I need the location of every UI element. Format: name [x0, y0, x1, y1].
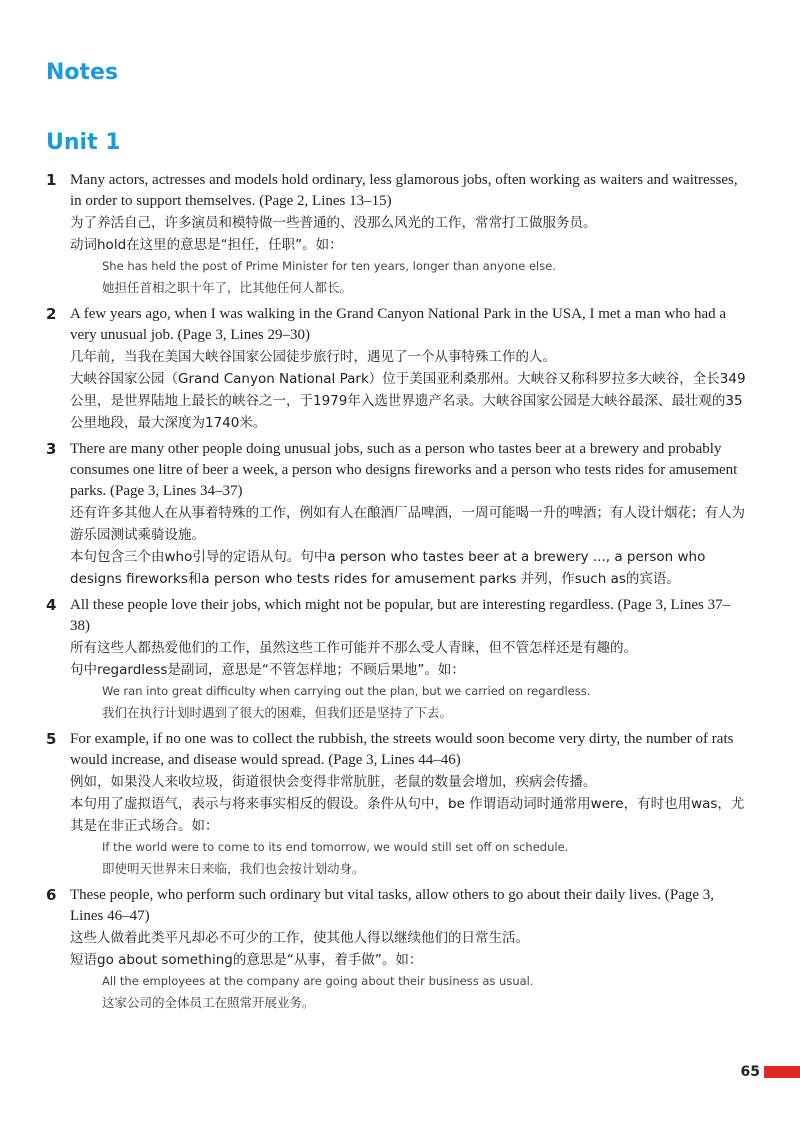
notes-heading: Notes	[46, 60, 119, 85]
note-translation: 这些人做着此类平凡却必不可少的工作，使其他人得以继续他们的日常生活。	[70, 930, 529, 946]
note-item-1	[46, 170, 746, 299]
example-translation: 我们在执行计划时遇到了很大的困难，但我们还是坚持了下去。	[102, 705, 453, 720]
example-translation: 她担任首相之职十年了，比其他任何人都长。	[102, 280, 353, 295]
note-translation: 为了养活自己，许多演员和模特做一些普通的、没那么风光的工作，常常打工做服务员。	[70, 215, 597, 231]
note-source-sentence: All these people love their jobs, which might not be popular, but are interesting regardless. (Page 3, Lines 37–38)	[70, 597, 731, 634]
example-sentence: If the world were to come to its end tomorrow, we would still set off on schedule.	[102, 840, 569, 854]
note-translation: 几年前，当我在美国大峡谷国家公园徒步旅行时，遇见了一个从事特殊工作的人。	[70, 349, 556, 365]
note-source-sentence: A few years ago, when I was walking in the Grand Canyon National Park in the USA, I met a man who had a very unusual job. (Page 3, Lines 29–30)	[70, 306, 727, 343]
note-explanation: 本句包含三个由who引导的定语从句。句中a person who tastes beer at a brewery ..., a person who designs fireworks和a person who tests rides for amusement parks 并列，作such as的宾语。	[70, 549, 706, 587]
note-explanation: 句中regardless是副词，意思是“不管怎样地；不顾后果地”。如：	[70, 662, 465, 678]
note-source-sentence: There are many other people doing unusual jobs, such as a person who tastes beer at a brewery and probably consumes one litre of beer a week, a person who designs fireworks and a person who tests rides for amusement parks. (Page 3, Lines 34–37)	[70, 441, 738, 499]
example-sentence: We ran into great difficulty when carrying out the plan, but we carried on regardless.	[102, 684, 591, 698]
note-number: 4	[46, 596, 57, 614]
example-translation: 这家公司的全体员工在照常开展业务。	[102, 995, 315, 1010]
example-sentence: All the employees at the company are going about their business as usual.	[102, 974, 534, 988]
unit-heading: Unit 1	[46, 130, 121, 155]
note-translation: 还有许多其他人在从事着特殊的工作，例如有人在酿酒厂品啤酒，一周可能喝一升的啤酒；有人设计烟花；有人为游乐园测试乘骑设施。	[70, 505, 745, 543]
note-item-2	[46, 304, 746, 434]
note-source-sentence: These people, who perform such ordinary but vital tasks, allow others to go about their daily lives. (Page 3, Lines 46–47)	[70, 887, 715, 924]
note-item-6	[46, 885, 746, 1014]
example-translation: 即使明天世界末日来临，我们也会按计划动身。	[102, 861, 365, 876]
note-number: 1	[46, 171, 57, 189]
note-source-sentence: For example, if no one was to collect the rubbish, the streets would soon become very dirty, the number of rats would increase, and disease would spread. (Page 3, Lines 44–46)	[70, 731, 734, 768]
note-number: 6	[46, 886, 57, 904]
example-sentence: She has held the post of Prime Minister for ten years, longer than anyone else.	[102, 259, 556, 273]
page-accent-bar	[764, 1066, 800, 1078]
note-translation: 所有这些人都热爱他们的工作，虽然这些工作可能并不那么受人青睐，但不管怎样还是有趣的。	[70, 640, 637, 656]
note-number: 5	[46, 730, 57, 748]
note-item-3	[46, 439, 746, 590]
note-explanation: 短语go about something的意思是“从事，着手做”。如：	[70, 952, 423, 968]
note-source-sentence: Many actors, actresses and models hold ordinary, less glamorous jobs, often working as waiters and waitresses, in order to support themselves. (Page 2, Lines 13–15)	[70, 172, 738, 209]
page-number: 65	[740, 1064, 760, 1080]
note-translation: 例如，如果没人来收垃圾，街道很快会变得非常肮脏，老鼠的数量会增加，疾病会传播。	[70, 774, 597, 790]
note-explanation: 本句用了虚拟语气，表示与将来事实相反的假设。条件从句中，be 作谓语动词时通常用were，有时也用was，尤其是在非正式场合。如：	[70, 796, 745, 834]
notes-list	[46, 170, 746, 1019]
note-number: 2	[46, 305, 57, 323]
note-item-5	[46, 729, 746, 880]
note-item-4	[46, 595, 746, 724]
note-explanation: 动词hold在这里的意思是“担任，任职”。如：	[70, 237, 343, 253]
note-number: 3	[46, 440, 57, 458]
note-explanation: 大峡谷国家公园（Grand Canyon National Park）位于美国亚利桑那州。大峡谷又称科罗拉多大峡谷，全长349公里，是世界陆地上最长的峡谷之一，于1979年入选世界遗产名录。大峡谷国家公园是大峡谷最深、最壮观的35公里地段，最大深度为1740米。	[70, 371, 746, 431]
